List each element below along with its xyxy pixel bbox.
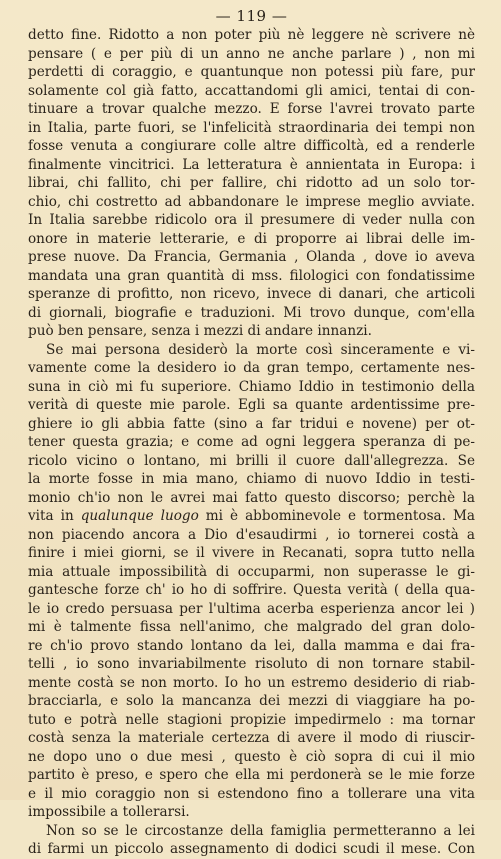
text-line: speranze di profitto, non ricevo, invece di danari, che articoli bbox=[28, 286, 475, 302]
text-line: prese nuove. Da Francia, Germania , Olanda , dove io aveva bbox=[28, 249, 475, 265]
page-number: — 119 — bbox=[215, 7, 288, 25]
paragraph bbox=[28, 26, 475, 341]
text-line: ricolo vicino o lontano, mi brilli il cuore dall'allegrezza. Se bbox=[28, 452, 475, 469]
text-line: partito è preso, e spero che ella mi perdonerà se le mie forze bbox=[28, 767, 475, 783]
text-line: perdetti di coraggio, e quantunque non potessi più fare, pur bbox=[28, 64, 475, 80]
text-line: Se mai persona desiderò la morte così sinceramente e vi- bbox=[46, 341, 475, 358]
text-line: in Italia, parte fuori, se l'infelicità straordinaria dei tempi non bbox=[28, 119, 475, 136]
text-line: tuto e potrà nelle stagioni propizie impedirmelo : ma tornar bbox=[28, 711, 475, 728]
text-line: gantesche forze ch' io ho di soffrire. Questa verità ( della qua- bbox=[28, 582, 475, 598]
text-line: non piacendo ancora a Dio d'esaudirmi , io tornerei costà a bbox=[28, 526, 475, 543]
text-line: In Italia sarebbe ridicolo ora il presumere di veder nulla con bbox=[28, 212, 475, 228]
text-line: suna in ciò mi fu superiore. Chiamo Iddio in testimonio della bbox=[28, 378, 475, 395]
text-body bbox=[28, 26, 475, 859]
text-line: mandata una gran quantità di mss. filologici con fondatissime bbox=[28, 267, 475, 284]
text-line: onore in materie letterarie, e di proporre ai librai delle im- bbox=[28, 230, 475, 247]
text-line: costà senza la materiale certezza di avere il modo di riuscir- bbox=[28, 730, 475, 746]
text-line: può ben pensare, senza i mezzi di andare innanzi. bbox=[28, 323, 372, 339]
text-line: Non so se le circostanze della famiglia permetteranno a lei bbox=[46, 822, 475, 839]
paragraph bbox=[28, 341, 475, 822]
text-line: detto fine. Ridotto a non poter più nè leggere nè scrivere nè bbox=[28, 27, 475, 43]
text-line: pensare ( e per più di un anno ne anche parlare ) , non mi bbox=[28, 45, 475, 62]
text-line: re ch'io provo stando lontano da lei, dalla mamma e dai fra- bbox=[28, 637, 475, 654]
text-line: ne dopo uno o due mesi , questo è ciò sopra di cui il mio bbox=[28, 748, 475, 765]
text-line: tener questa grazia; e come ad ogni leggera speranza di pe- bbox=[28, 434, 475, 450]
text-line: le io credo persuasa per l'ultima acerba esperienza ancor lei ) bbox=[28, 600, 475, 617]
text-line: verità di queste mie parole. Egli sa quante ardentissime pre- bbox=[28, 397, 475, 413]
text-line: e il mio coraggio non si estendono fino a tollerare una vita bbox=[28, 785, 475, 802]
text-line: di farmi un piccolo assegnamento di dodici scudi il mese. Con bbox=[28, 841, 475, 857]
text-line: bracciarla, e solo la mancanza dei mezzi di viaggiare ha po- bbox=[28, 693, 475, 709]
text-line: tinuare a trovar qualche mezzo. E forse l'avrei trovato parte bbox=[28, 101, 475, 117]
text-line: mi è talmente fissa nell'animo, che malgrado del gran dolo- bbox=[28, 619, 475, 635]
text-line: chio, chi costretto ad abbandonare le imprese meglio avviate. bbox=[28, 193, 475, 210]
text-line: vita in qualunque luogo mi è abbominevole e tormentosa. Ma bbox=[28, 508, 475, 524]
text-line: finire i miei giorni, se il vivere in Recanati, sopra tutto nella bbox=[28, 545, 475, 561]
text-line: ghiere io gli abbia fatte (sino a far tridui e novene) per ot- bbox=[28, 415, 475, 432]
text-line: vamente come la desidero io da gran tempo, certamente nes- bbox=[28, 360, 475, 376]
text-line: impossibile a tollerarsi. bbox=[28, 804, 190, 820]
text-line: di giornali, biografie e traduzioni. Mi trovo dunque, com'ella bbox=[28, 304, 475, 321]
text-line: mia attuale impossibilità di occuparmi, non superasse le gi- bbox=[28, 563, 475, 580]
text-line: la morte fosse in mia mano, chiamo di nuovo Iddio in testi- bbox=[28, 471, 475, 487]
text-line: librai, chi fallito, chi per fallire, chi ridotto ad un solo tor- bbox=[28, 175, 475, 191]
text-line: mente costà se non morto. Io ho un estremo desiderio di riab- bbox=[28, 674, 475, 691]
text-line: fosse venuta a congiurare colle altre difficoltà, ed a renderle bbox=[28, 138, 475, 154]
text-line: monio ch'io non le avrei mai fatto questo discorso; perchè la bbox=[28, 489, 475, 506]
text-line: solamente col già fatto, accattandomi gli amici, tentai di con- bbox=[28, 82, 475, 99]
text-line: finalmente vincitrici. La letteratura è annientata in Europa: i bbox=[28, 156, 475, 173]
text-line: telli , io sono invariabilmente risoluto di non tornare stabil- bbox=[28, 656, 475, 672]
paragraph bbox=[28, 822, 475, 859]
